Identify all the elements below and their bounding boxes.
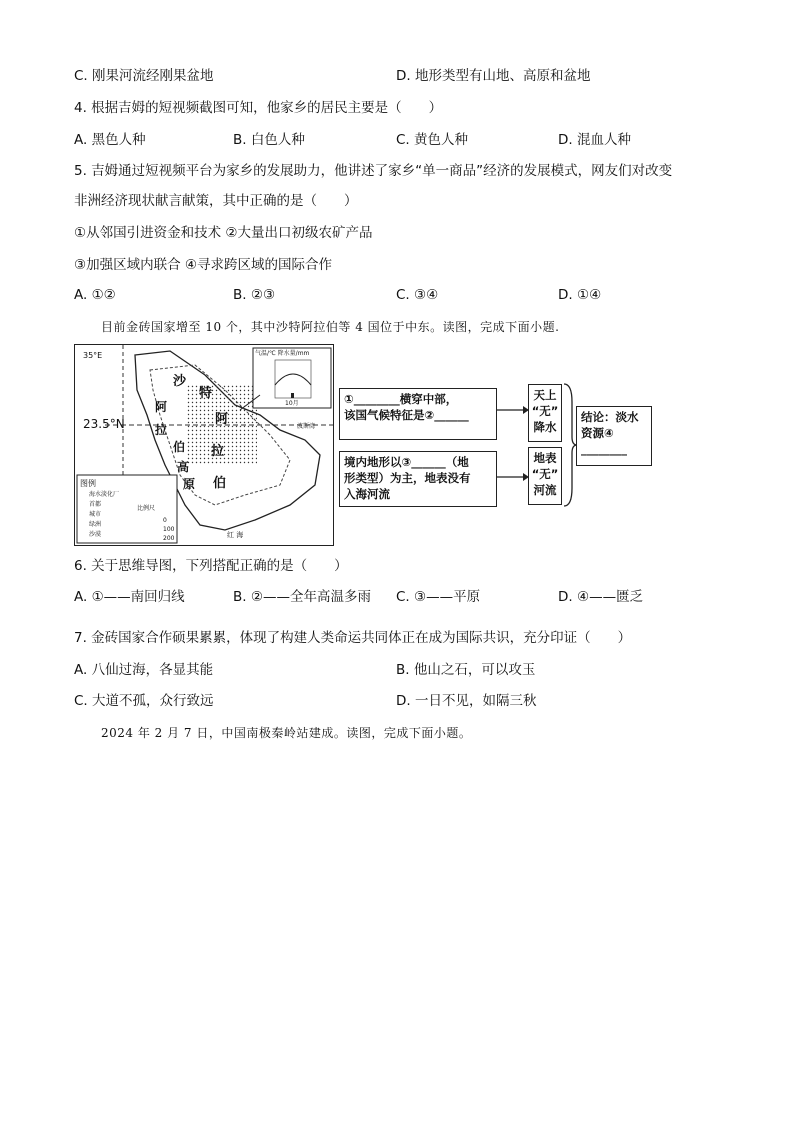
mindmap-box-landform	[339, 451, 497, 507]
region-char-1: 沙	[173, 374, 187, 389]
q7-stem: 7. 金砖国家合作硕果累累，体现了构建人类命运共同体正在成为国际共识，充分印证（ ）	[74, 630, 632, 646]
plateau-char-4: 高	[177, 460, 190, 474]
mindmap-box-climate	[339, 388, 497, 440]
mindmap-conclusion-line3: ________	[581, 442, 627, 456]
q6-stem: 6. 关于思维导图，下列搭配正确的是（ ）	[74, 558, 348, 574]
plateau-char-5: 原	[183, 477, 196, 491]
q3-option-d: D. 地形类型有山地、高原和盆地	[396, 68, 591, 84]
q7-option-b: B. 他山之石，可以攻玉	[396, 662, 536, 678]
q5-stem-line1: 5. 吉姆通过短视频平台为家乡的发展助力，他讲述了家乡“单一商品”经济的发展模式，网友们对改变	[74, 163, 673, 179]
legend-item-3: 城市	[89, 511, 102, 518]
q3-option-c: C. 刚果河流经刚果盆地	[74, 68, 214, 84]
q7-option-a: A. 八仙过海，各显其能	[74, 662, 214, 678]
sea-label: 红 海	[227, 531, 244, 539]
q5-stem-line2: 非洲经济现状献言献策，其中正确的是（ ）	[74, 193, 358, 209]
q4-option-d: D. 混血人种	[558, 132, 631, 148]
q4-option-a: A. 黑色人种	[74, 132, 146, 148]
intro-q6-7: 目前金砖国家增至 10 个，其中沙特阿拉伯等 4 国位于中东。读图，完成下面小题.	[101, 320, 560, 334]
q4-option-b: B. 白色人种	[233, 132, 305, 148]
q6-option-c: C. ③——平原	[396, 589, 481, 605]
mindmap-box3-line1: 天上	[533, 388, 557, 402]
scale-value-1: 100	[163, 526, 175, 533]
lat-label: 23.5°N	[83, 417, 125, 431]
q5-option-b: B. ②③	[233, 287, 276, 303]
q5-option-a: A. ①②	[74, 287, 116, 303]
climate-chart-month: 10月	[285, 400, 299, 407]
mindmap-box2-line3: 入海河流	[344, 487, 390, 501]
legend-item-1: 海水淡化厂	[89, 491, 120, 498]
mindmap-arrows	[497, 380, 531, 510]
climate-chart-header: 气温/℃ 降水量/mm	[255, 350, 310, 357]
mindmap-box2-line1: 境内地形以③______（地	[344, 455, 469, 469]
map-drawing	[75, 345, 333, 545]
plateau-char-3: 伯	[173, 440, 186, 454]
q6-option-a: A. ①——南回归线	[74, 589, 185, 605]
mindmap-conclusion-line1: 结论：淡水	[581, 410, 639, 424]
lon-label: 35°E	[83, 351, 103, 360]
gulf-label: 波斯湾	[297, 423, 316, 430]
scale-value-0: 0	[163, 517, 167, 524]
legend-item-5: 沙漠	[89, 531, 102, 538]
q5-option-c: C. ③④	[396, 287, 439, 303]
region-char-5: 伯	[213, 476, 227, 491]
legend-title: 图例	[80, 479, 96, 488]
mindmap-box3-line2: “无”	[531, 404, 559, 418]
q4-stem: 4. 根据吉姆的短视频截图可知，他家乡的居民主要是（ ）	[74, 100, 443, 116]
legend-item-4: 绿洲	[89, 521, 102, 528]
mindmap-box1-line1: ①________横穿中部，	[344, 392, 458, 406]
mindmap-box4-line3: 河流	[533, 483, 557, 497]
mindmap-box-conclusion	[576, 406, 652, 466]
plateau-char-2: 拉	[155, 423, 168, 437]
scale-value-2: 200	[163, 535, 175, 542]
legend-item-2: 首都	[89, 501, 102, 508]
plateau-char-1: 阿	[155, 400, 168, 414]
mindmap-box1-line2: 该国气候特征是②______	[344, 408, 469, 422]
scale-title: 比例尺	[137, 505, 156, 512]
mindmap-box-no-rain	[528, 384, 562, 442]
q5-statements-2: ③加强区域内联合 ④寻求跨区域的国际合作	[74, 257, 332, 273]
saudi-arabia-map	[74, 344, 334, 546]
intro-q8: 2024 年 2 月 7 日，中国南极秦岭站建成。读图，完成下面小题。	[101, 726, 472, 740]
mindmap-box4-line1: 地表	[533, 451, 557, 465]
region-char-3: 阿	[215, 412, 229, 427]
mindmap-box3-line3: 降水	[533, 420, 557, 434]
q5-option-d: D. ①④	[558, 287, 602, 303]
mindmap-box2-line2: 形类型）为主，地表没有	[344, 471, 471, 485]
region-char-4: 拉	[211, 444, 225, 459]
q5-statements-1: ①从邻国引进资金和技术 ②大量出口初级农矿产品	[74, 225, 373, 241]
mindmap-conclusion-line2: 资源④	[581, 426, 614, 440]
q4-option-c: C. 黄色人种	[396, 132, 469, 148]
q7-option-c: C. 大道不孤，众行致远	[74, 693, 214, 709]
q6-option-d: D. ④——匮乏	[558, 589, 644, 605]
mindmap-box4-line2: “无”	[531, 467, 559, 481]
region-char-2: 特	[199, 386, 213, 401]
q7-option-d: D. 一日不见，如隔三秋	[396, 693, 537, 709]
q6-option-b: B. ②——全年高温多雨	[233, 589, 371, 605]
mindmap-box-no-river	[528, 447, 562, 505]
